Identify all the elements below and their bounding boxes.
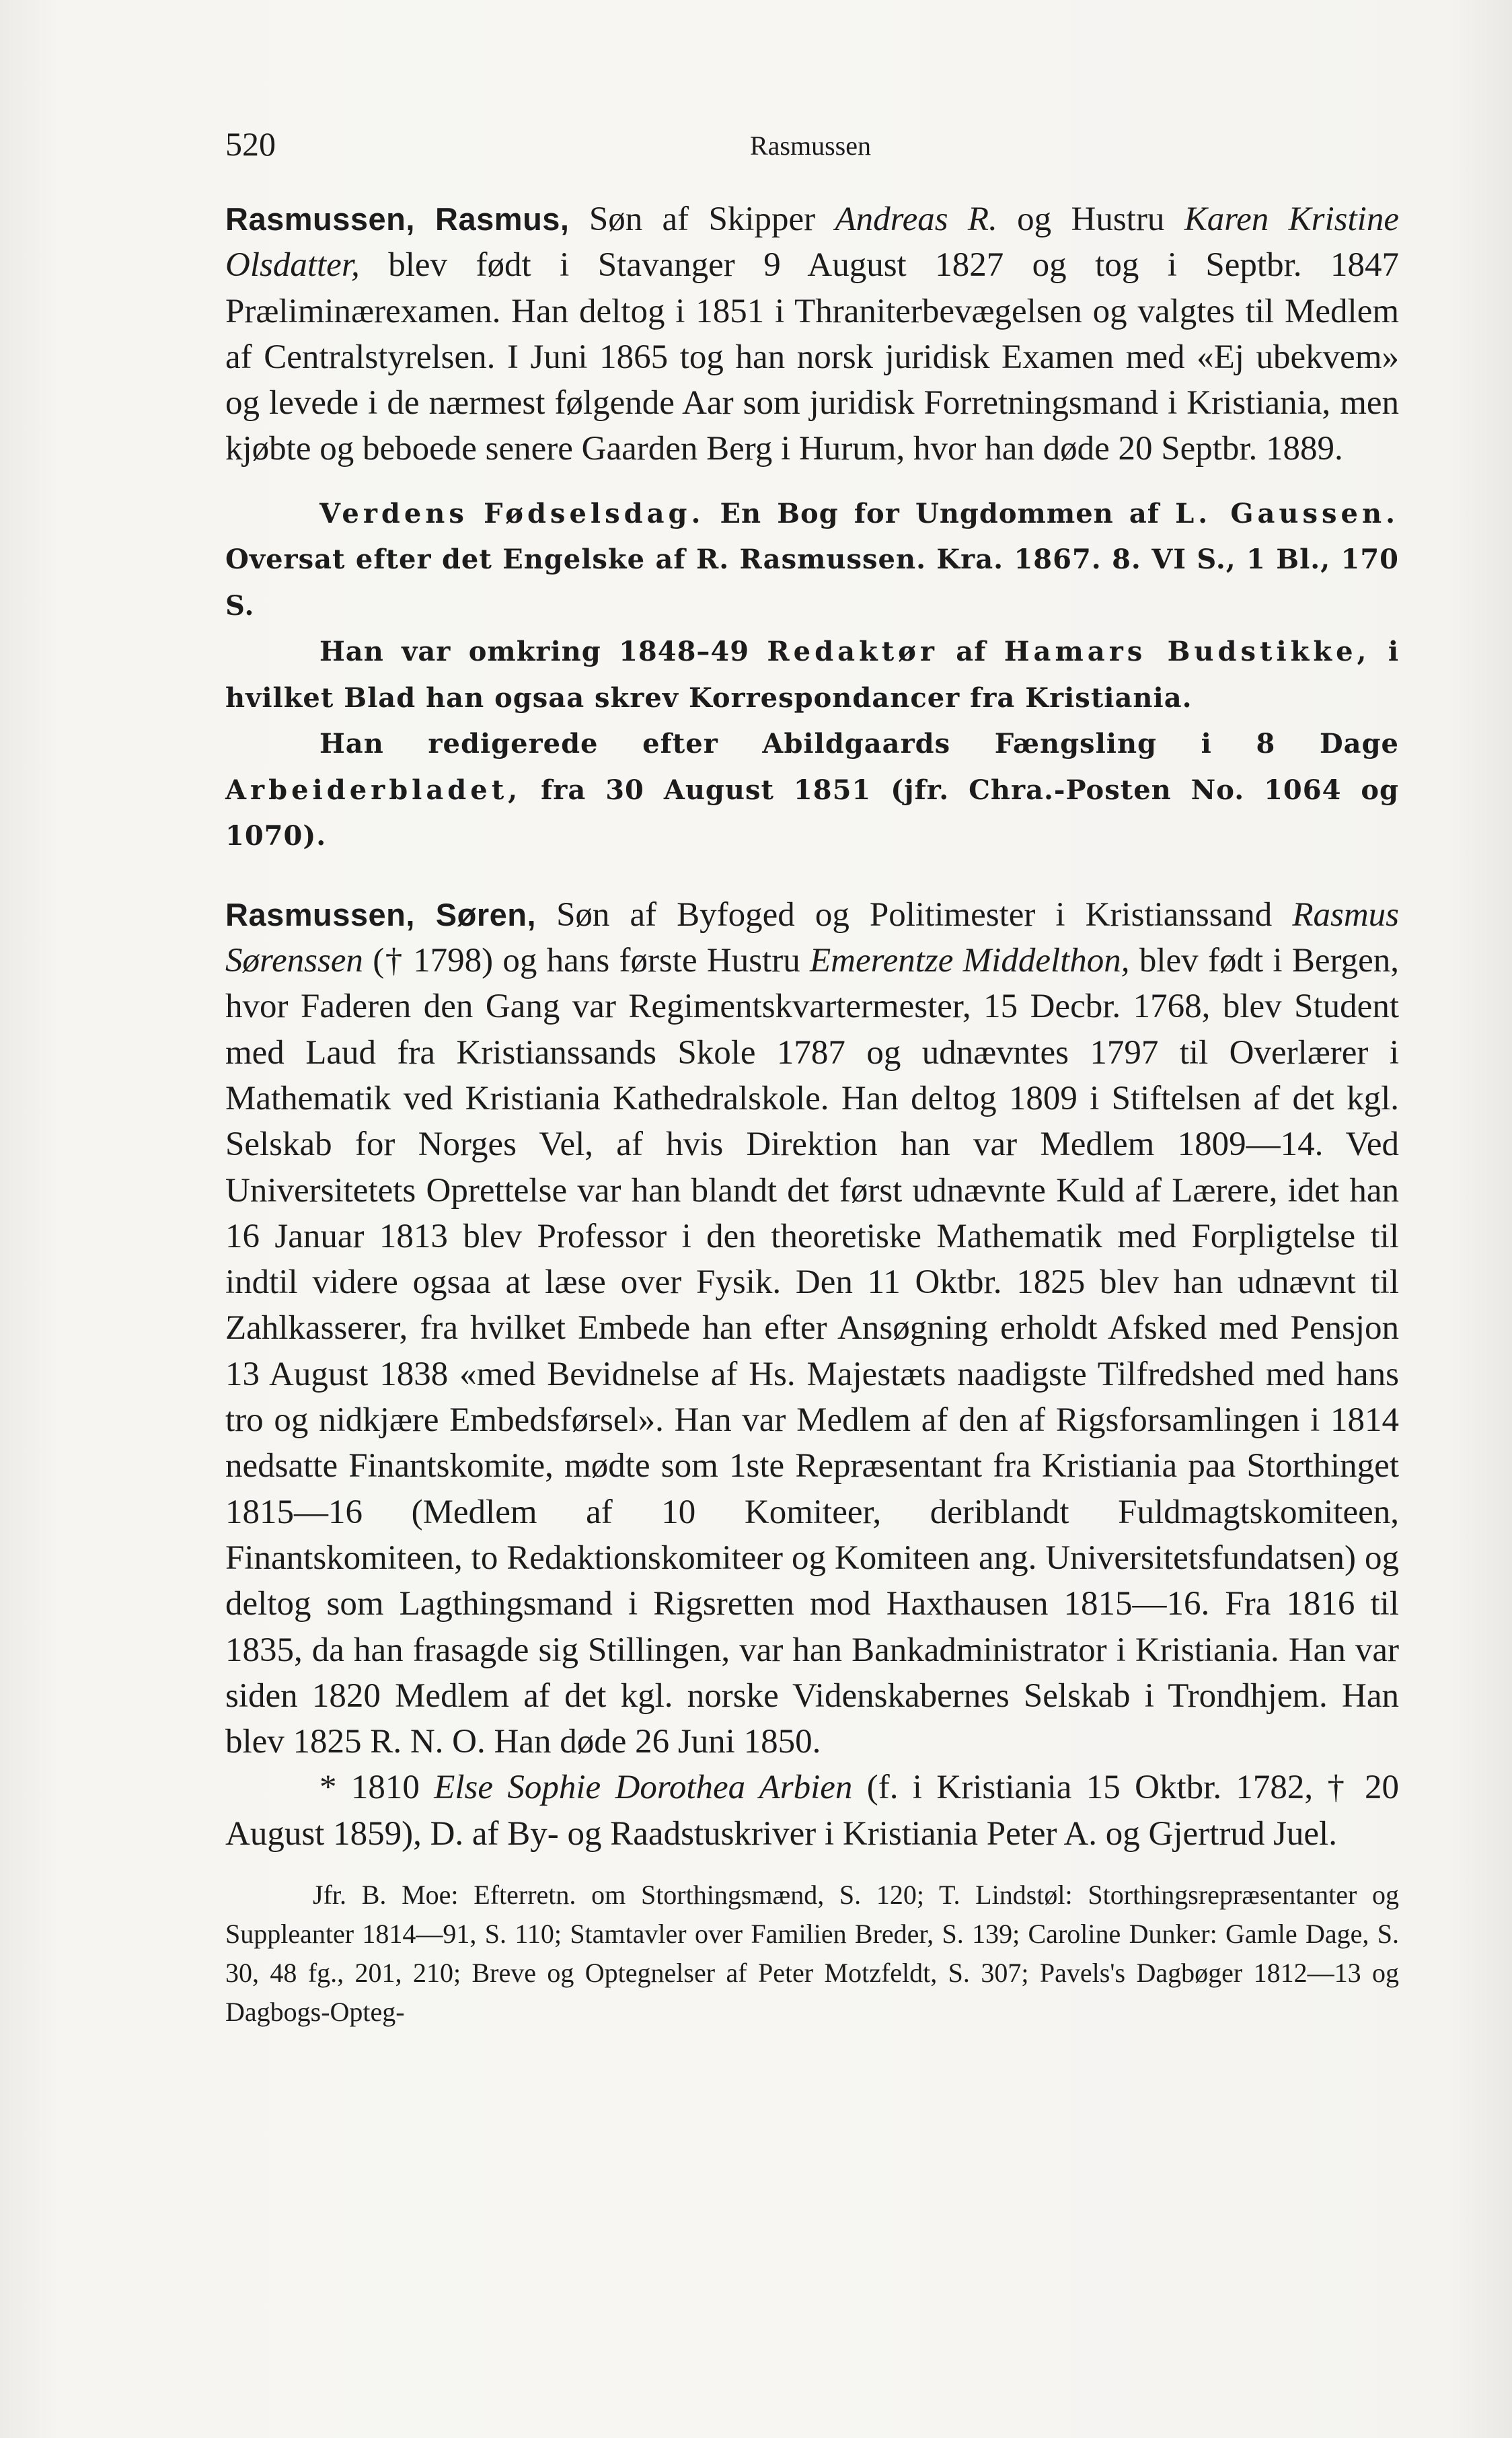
- entry-name-soren: Rasmussen, Søren,: [225, 896, 537, 932]
- marriage-text: * 1810: [319, 1769, 434, 1807]
- father-name: Rasmus Sørenssen: [225, 895, 1399, 980]
- page-header: [225, 124, 1396, 172]
- entry-text: Søn af Byfoged og Politimester i Kristianssand: [536, 895, 1293, 934]
- bibliography-note: [225, 491, 1399, 630]
- note-text: fra 30 August 1851 (jfr. Chra.-Posten No. 1064 og 1070).: [225, 774, 1399, 852]
- newspaper-name: Arbeiderbladet,: [225, 774, 522, 806]
- entry-text: og Hustru: [997, 200, 1184, 238]
- entry-text: blev født i Bergen, hvor Faderen den Gang var Regimentskvartermester, 15 Decbr. 1768, blev Student med Laud fra Kristianssands Skole 1787 og udnævntes 1797 til Overlærer i Mathematik ved Kristiania Kathedralskole. Han deltog 1809 i Stiftelsen af det kgl. Selskab for Norges Vel, af hvis Direktion han var Medlem 1809—14. Ved Universitetets Oprettelse var han blandt det først udnævnte Kuld af Lærere, idet han 16 Januar 1813 blev Professor i den theoretiske Mathematik med Forpligtelse til indtil videre ogsaa at læse over Fysik. Den 11 Oktbr. 1825 blev han udnævnt til Zahlkasserer, fra hvilket Embede han efter Ansøgning erholdt Afsked med Pensjon 13 August 1838 «med Bevidnelse af Hs. Majestæts naadigste Tilfredshed med hans tro og nidkjære Embedsførsel». Han var Medlem af den af Rigsforsamlingen i 1814 nedsatte Finantskomite, mødte som 1ste Repræsentant fra Kristiania paa Storthinget 1815—16 (Medlem af 10 Komiteer, deriblandt Fuldmagtskomiteen, Finantskomiteen, to Redaktionskomiteer og Komiteen ang. Universitetsfundatsen) og deltog som Lagthingsmand i Rigsretten mod Haxthausen 1815—16. Fra 1816 til 1835, da han frasagde sig Stillingen, var han Bankadministrator i Kristiania. Han var siden 1820 Medlem af det kgl. norske Videnskabernes Selskab i Trondhjem. Han blev 1825 R. N. O. Han døde 26 Juni 1850.: [225, 942, 1399, 1761]
- marriage-text: (f. i Kristiania 15 Oktbr. 1782, † 20 August 1859), D. af By- og Raadstuskriver i Kristiania Peter A. og Gjertrud Juel.: [225, 1769, 1399, 1853]
- mother-name: Karen Kristine Olsdatter,: [225, 200, 1399, 285]
- bib-text: Oversat efter det Engelske af R. Rasmussen. Kra. 1867. 8. VI S., 1 Bl., 170 S.: [225, 544, 1399, 622]
- note-text: af: [938, 636, 1004, 668]
- bib-text: En Bog for Ungdommen af: [704, 497, 1176, 529]
- arbeiderbladet-note: [225, 721, 1399, 860]
- spacer: [225, 472, 1399, 491]
- entry-rasmus-paragraph: [225, 196, 1399, 472]
- entry-text: († 1798) og hans første Hustru: [363, 942, 810, 980]
- entry-soren-paragraph: [225, 892, 1399, 1765]
- entry-text: blev født i Stavanger 9 August 1827 og tog i Septbr. 1847 Præliminærexamen. Han deltog i 1851 i Thraniterbevægelsen og valgtes til Medlem af Centralstyrelsen. I Juni 1865 tog han norsk juridisk Examen med «Ej ubekvem» og levede i de nærmest følgende Aar som juridisk Forretningsmand i Kristiania, men kjøbte og beboede senere Gaarden Berg i Hurum, hvor han døde 20 Septbr. 1889.: [225, 246, 1399, 468]
- redaktor-note: [225, 629, 1399, 721]
- spouse-name: Else Sophie Dorothea Arbien: [434, 1769, 853, 1807]
- mother-name: Emerentze Middelthon,: [810, 942, 1130, 980]
- running-head: Rasmussen: [750, 131, 871, 161]
- bib-author: L. Gaussen.: [1175, 497, 1399, 529]
- entry-name-rasmus: Rasmussen, Rasmus,: [225, 201, 570, 237]
- page-number: 520: [225, 125, 276, 163]
- father-name: Andreas R.: [835, 200, 997, 238]
- note-text: Han redigerede efter Abildgaards Fængsling i 8 Dage: [319, 728, 1399, 760]
- page-body: [225, 196, 1399, 2032]
- note-text: Han var omkring 1848–49: [319, 636, 767, 668]
- sources-note: Jfr. B. Moe: Efterretn. om Storthingsmænd, S. 120; T. Lindstøl: Storthingsrepræsentanter og Suppleanter 1814—91, S. 110; Stamtavler over Familien Breder, S. 139; Caroline Dunker: Gamle Dage, S. 30, 48 fg., 201, 210; Breve og Optegnelser af Peter Motzfeldt, S. 307; Pavels's Dagbøger 1812—13 og Dagbogs-Opteg-: [225, 1880, 1399, 2028]
- bib-title-word: Fødselsdag.: [484, 497, 705, 529]
- bib-title-word: Verdens: [319, 497, 468, 529]
- newspaper-name: Hamars Budstikke,: [1004, 636, 1371, 668]
- entry-text: Søn af Skipper: [569, 200, 835, 238]
- note-emph: Redaktør: [767, 636, 938, 668]
- spacer: [225, 860, 1399, 892]
- note-text: i hvilket Blad han ogsaa skrev Korrespondancer fra Kristiania.: [225, 636, 1400, 714]
- marriage-line: [225, 1765, 1399, 1857]
- spacer: [225, 1857, 1399, 1876]
